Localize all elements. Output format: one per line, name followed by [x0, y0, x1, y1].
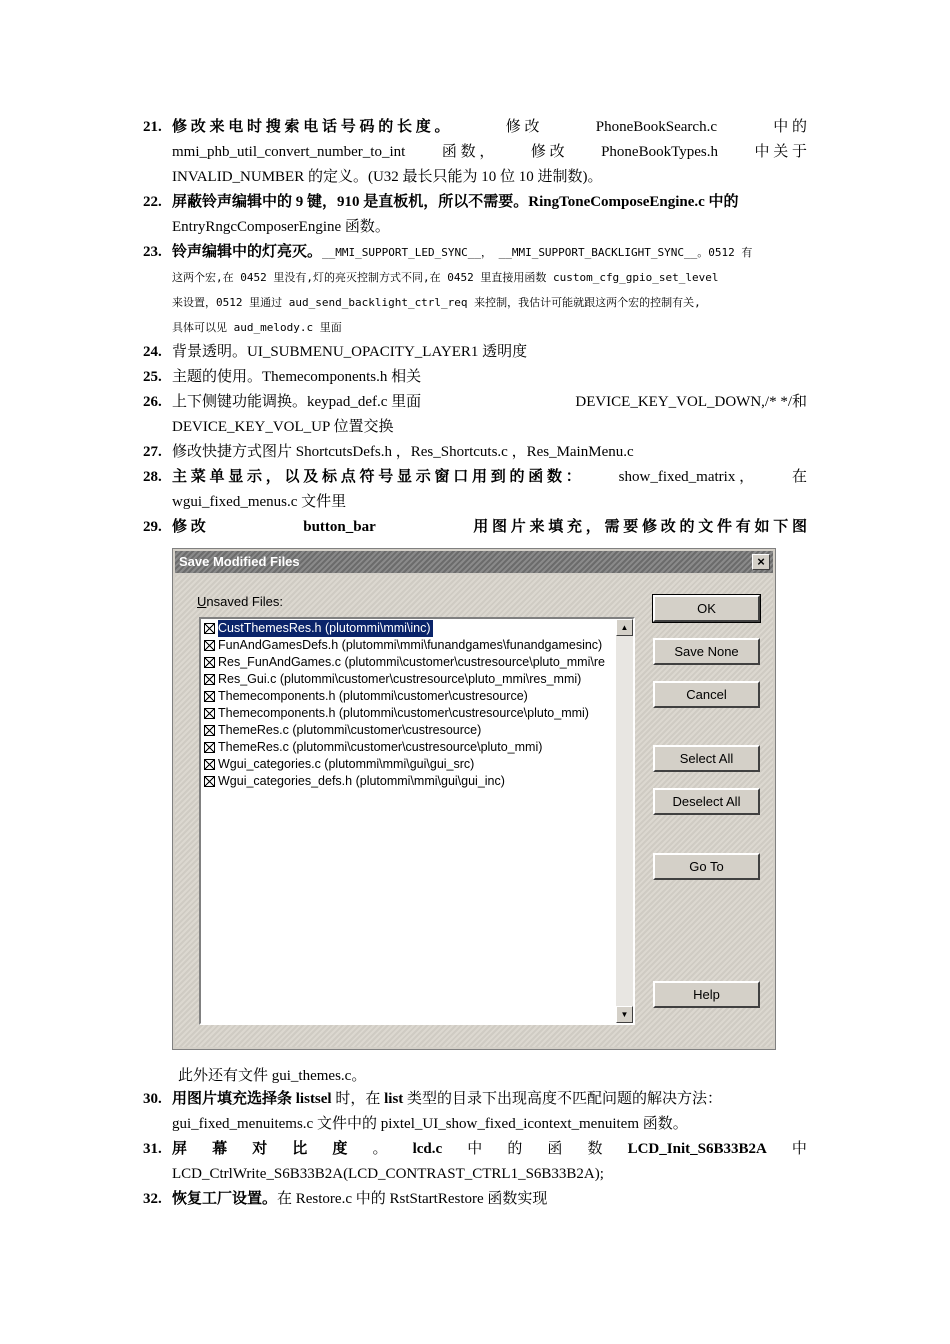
text: 修 改 [172, 519, 206, 535]
item-22 [143, 190, 807, 240]
item-number: 26. [143, 394, 162, 410]
item-28-line-2: wgui_fixed_menus.c 文件里 [172, 494, 347, 510]
item-31-line-1 [172, 1137, 807, 1162]
item-number: 30. [143, 1091, 162, 1107]
text: 类型的目录下出现高度不匹配问题的解决方法： [407, 1091, 723, 1107]
checkbox-checked-icon[interactable] [204, 657, 215, 668]
go-to-button[interactable]: Go To [653, 853, 760, 880]
text: 函 [547, 1141, 563, 1157]
text: 度 [332, 1141, 348, 1157]
item-number: 25. [143, 369, 162, 385]
ok-button[interactable]: OK [653, 595, 760, 622]
text: listsel [295, 1091, 332, 1107]
file-name: Wgui_categories.c (plutommi\mmi\gui\gui_src) [218, 757, 475, 771]
text: 在 [791, 469, 807, 485]
item-29-line-1 [172, 515, 807, 540]
item-30 [143, 1087, 807, 1137]
item-number: 23. [143, 244, 162, 260]
dialog-title: Save Modified Files [179, 554, 300, 569]
extra-files-note: 此外还有文件 gui_themes.c。 [178, 1068, 367, 1084]
file-row[interactable] [204, 637, 615, 654]
text: 中 [791, 1141, 807, 1157]
checkbox-checked-icon[interactable] [204, 759, 215, 770]
cancel-button[interactable]: Cancel [653, 681, 760, 708]
text: 中 关 于 [754, 144, 807, 160]
item-25-line-1: 主题的使用。Themecomponents.h 相关 [172, 369, 422, 385]
text: 比 [292, 1141, 308, 1157]
item-23 [143, 240, 807, 340]
item-22-line-2: EntryRngcComposerEngine 函数。 [172, 219, 390, 235]
item-number: 29. [143, 519, 162, 535]
item-number: 21. [143, 119, 162, 135]
item-23-line-4: 具体可以见 aud_melody.c 里面 [172, 321, 342, 334]
label-accelerator: U [197, 594, 207, 609]
text: show_fixed_matrix ， [618, 469, 755, 485]
unsaved-files-label [197, 594, 283, 609]
text: 铃声编辑中的灯亮灭。 [172, 244, 323, 260]
file-name: ThemeRes.c (plutommi\customer\custresource) [218, 723, 482, 737]
item-30-line-2: gui_fixed_menuitems.c 文件中的 pixtel_UI_show_fixed_icontext_menuitem 函数。 [172, 1116, 688, 1132]
file-row[interactable] [204, 722, 615, 739]
label-rest: nsaved Files: [206, 594, 283, 609]
item-number: 32. [143, 1191, 162, 1207]
text: mmi_phb_util_convert_number_to_int [172, 144, 406, 160]
file-name: Res_FunAndGames.c (plutommi\customer\custresource\pluto_mmi\re [218, 655, 605, 669]
item-26-line-1 [172, 390, 807, 415]
checkbox-checked-icon[interactable] [204, 776, 215, 787]
text: 屏 [172, 1141, 188, 1157]
item-21 [143, 115, 807, 190]
text: 上下侧键功能调换。keypad_def.c 里面 [172, 394, 422, 410]
checkbox-checked-icon[interactable] [204, 640, 215, 651]
text: 函 数 ， [441, 144, 495, 160]
checkbox-checked-icon[interactable] [204, 674, 215, 685]
item-25 [143, 365, 807, 390]
checkbox-checked-icon[interactable] [204, 742, 215, 753]
save-none-button[interactable]: Save None [653, 638, 760, 665]
text: 修 改 [530, 144, 565, 160]
text: 用 图 片 来 填 充 ， 需 要 修 改 的 文 件 有 如 下 图 [473, 519, 807, 535]
item-31-line-2: LCD_CtrlWrite_S6B33B2A(LCD_CONTRAST_CTRL1_S6B33B2A); [172, 1166, 604, 1182]
item-29 [143, 515, 807, 540]
text: list [384, 1091, 404, 1107]
help-button[interactable]: Help [653, 981, 760, 1008]
file-row[interactable] [204, 739, 615, 756]
file-row[interactable] [204, 688, 615, 705]
item-26 [143, 390, 807, 440]
item-24 [143, 340, 807, 365]
text: 的 [507, 1141, 523, 1157]
file-row[interactable] [204, 756, 615, 773]
text: button_bar [303, 519, 376, 535]
text: PhoneBookTypes.h [601, 144, 718, 160]
scroll-down-icon[interactable]: ▼ [616, 1006, 633, 1023]
text: PhoneBookSearch.c [595, 119, 717, 135]
file-name: Themecomponents.h (plutommi\customer\custresource\pluto_mmi) [218, 706, 589, 720]
text: 在 Restore.c 中的 RstStartRestore 函数实现 [277, 1191, 548, 1207]
unsaved-files-list[interactable] [199, 617, 635, 1025]
item-23-line-3: 来设置，0512 里通过 aud_send_backlight_ctrl_req 来控制，我估计可能就跟这两个宏的控制有关, [172, 296, 701, 309]
item-21-line-3: INVALID_NUMBER 的定义。(U32 最长只能为 10 位 10 进制数)。 [172, 169, 603, 185]
item-31 [143, 1137, 807, 1187]
item-27-line-1: 修改快捷方式图片 ShortcutsDefs.h ，Res_Shortcuts.c ，Res_MainMenu.c [172, 444, 634, 460]
item-number: 22. [143, 194, 162, 210]
text: 中 的 [773, 119, 807, 135]
file-row[interactable] [204, 773, 615, 790]
item-21-line-1 [172, 115, 807, 140]
item-32-line-1 [172, 1187, 547, 1212]
scrollbar[interactable] [616, 619, 633, 1023]
file-row[interactable] [204, 620, 615, 637]
text: 修 改 [505, 119, 540, 135]
text: lcd.c [412, 1141, 443, 1157]
item-26-line-2: DEVICE_KEY_VOL_UP 位置交换 [172, 419, 394, 435]
dialog-titlebar [175, 551, 773, 573]
checkbox-checked-icon[interactable] [204, 725, 215, 736]
close-icon[interactable]: × [752, 554, 770, 570]
checkbox-checked-icon[interactable] [204, 708, 215, 719]
text: 恢复工厂设置。 [172, 1191, 278, 1207]
checkbox-checked-icon[interactable] [204, 623, 215, 634]
item-22-line-1: 屏蔽铃声编辑中的 9 键，910 是直板机，所以不需要。RingToneComposeEngine.c 中的 [172, 194, 739, 210]
text: 主 菜 单 显 示 ， 以 及 标 点 符 号 显 示 窗 口 用 到 的 函 数 ： [172, 469, 581, 485]
text: 。 [372, 1141, 388, 1157]
item-27 [143, 440, 807, 465]
text: 数 [587, 1141, 603, 1157]
item-number: 31. [143, 1141, 162, 1157]
file-row[interactable] [204, 654, 615, 671]
text: 时，在 [335, 1091, 381, 1107]
file-rows [204, 620, 615, 790]
file-row[interactable] [204, 671, 615, 688]
item-23-line-2: 这两个宏,在 0452 里没有,灯的亮灭控制方式不同,在 0452 里直接用函数 custom_cfg_gpio_set_level [172, 271, 719, 284]
select-all-button[interactable]: Select All [653, 745, 760, 772]
save-modified-files-dialog [172, 548, 776, 1050]
text: LCD_Init_S6B33B2A [627, 1141, 767, 1157]
item-21-line-2 [172, 140, 807, 165]
text: DEVICE_KEY_VOL_DOWN,/* */和 [575, 394, 807, 410]
file-row[interactable] [204, 705, 615, 722]
file-name: Res_Gui.c (plutommi\customer\custresource\pluto_mmi\res_mmi) [218, 672, 582, 686]
text: 幕 [212, 1141, 228, 1157]
file-name: FunAndGamesDefs.h (plutommi\mmi\funandgames\funandgamesinc) [218, 638, 603, 652]
item-number: 27. [143, 444, 162, 460]
item-number: 28. [143, 469, 162, 485]
file-name: CustThemesRes.h (plutommi\mmi\inc) [218, 621, 431, 635]
text: 中 [467, 1141, 483, 1157]
dialog-body [175, 575, 773, 1047]
deselect-all-button[interactable]: Deselect All [653, 788, 760, 815]
text: 对 [252, 1141, 268, 1157]
item-28 [143, 465, 807, 515]
text: 修 改 来 电 时 搜 索 电 话 号 码 的 长 度 。 [172, 119, 450, 135]
item-28-line-1 [172, 465, 807, 490]
file-name: Wgui_categories_defs.h (plutommi\mmi\gui\gui_inc) [218, 774, 505, 788]
item-32 [143, 1187, 807, 1212]
text: __MMI_SUPPORT_LED_SYNC__， __MMI_SUPPORT_BACKLIGHT_SYNC__。0512 有 [322, 246, 753, 259]
checkbox-checked-icon[interactable] [204, 691, 215, 702]
text: 用图片填充选择条 [172, 1091, 293, 1107]
item-24-line-1: 背景透明。UI_SUBMENU_OPACITY_LAYER1 透明度 [172, 344, 528, 360]
scroll-up-icon[interactable]: ▲ [616, 619, 633, 636]
item-30-line-1 [172, 1087, 722, 1112]
item-number: 24. [143, 344, 162, 360]
file-name: Themecomponents.h (plutommi\customer\custresource) [218, 689, 528, 703]
file-name: ThemeRes.c (plutommi\customer\custresource\pluto_mmi) [218, 740, 543, 754]
item-23-line-1 [172, 240, 752, 265]
